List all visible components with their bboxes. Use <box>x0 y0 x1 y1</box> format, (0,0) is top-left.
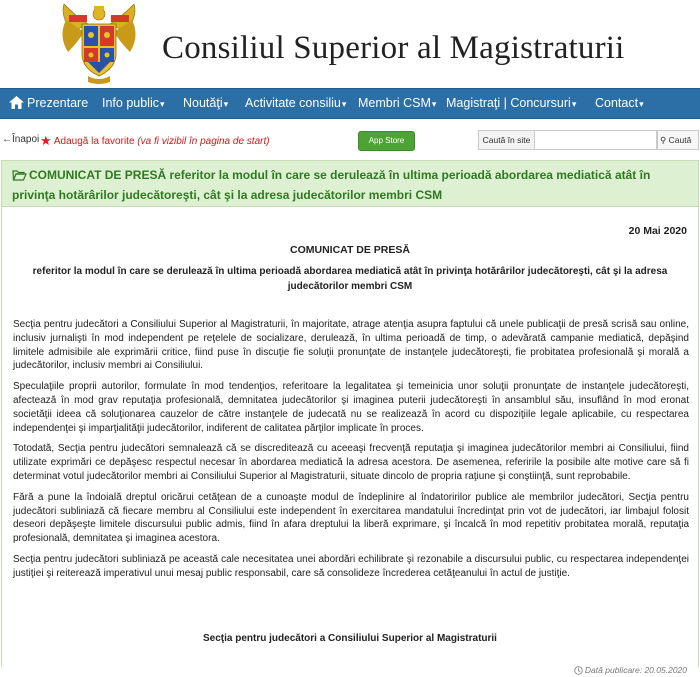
paragraph: Totodată, Secţia pentru judecători semnalează că se discreditează cu aceeaşi frecvenţă reputaţia şi imaginea judecătorilor membri ai Consiliului, fiind utilizate exprimări ce depăşesc respectul necesar în abordarea mediatică la adresa acestora. De asemenea, referirile la posibile alte motive care să fi determinat votul judecătorilor membri ai Consiliului Superior al Magistraturii, situate dincolo de propria raţiune şi conştiinţă, sunt reprobabile. <box>13 443 689 482</box>
nav-item-contact[interactable] <box>595 89 644 118</box>
nav-label-membri-csm: Membri CSM <box>358 96 431 110</box>
search-icon: ⚲ <box>660 135 667 145</box>
nav-item-info-public[interactable] <box>102 89 165 118</box>
nav-label-prezentare: Prezentare <box>27 96 89 110</box>
favorites-label: Adaugă la favorite <box>53 136 135 147</box>
article-card <box>1 160 699 675</box>
caret-down-icon: ▾ <box>639 99 644 109</box>
search-input[interactable] <box>535 130 657 150</box>
favorites-note: (va fi vizibil în pagina de start) <box>137 136 270 147</box>
nav-item-magistrati-concursuri[interactable] <box>446 89 576 118</box>
add-favorites-link[interactable] <box>40 133 270 149</box>
clock-icon <box>574 666 583 677</box>
star-icon: ★ <box>40 133 52 148</box>
caret-down-icon: ▾ <box>431 99 437 109</box>
site-header <box>0 0 700 88</box>
paragraph: Secţia pentru judecători a Consiliului Superior al Magistraturii, în majoritate, atrage atenţia asupra faptului că unele publicaţii de presă scrisă sau online, inclusiv jurnalişti în mod independent pe reţelele de socializare, derulează, în ultima perioadă de timp, o adevărată campanie mediatică, depăşind limitele admisibile ale exprimării critice, fiind puse în discuţie fie soluţii pronunţate de instanţele judecătoreşti, fie probitatea profesională şi morală a judecătorilor, inclusiv membri ai Consiliului. <box>13 319 689 372</box>
utility-toolbar <box>0 129 700 155</box>
back-arrow-icon: ← <box>2 134 12 145</box>
nav-label-contact: Contact <box>595 96 639 110</box>
search-button[interactable] <box>657 130 699 150</box>
nav-item-membri-csm[interactable] <box>358 89 436 118</box>
signature: Secţia pentru judecători a Consiliului Superior al Magistraturii <box>203 633 497 644</box>
caret-down-icon: ▾ <box>341 99 347 109</box>
paragraph: Fără a pune la îndoială dreptul oricărui cetăţean de a cunoaşte modul de îndeplinire al îndatoririlor publice ale membrilor judecători, Secţia pentru judecători subliniază că fiecare membru al Consiliului este independent în exercitarea mandatului încredinţat prin vot de judecători, iar limbajul folosit deseori depăşeşte limitele discursului public admis, fiind în afara dreptului la liberă exprimare, şi încalcă în mod repetitiv probitatea morală, reputaţia profesională, demnitatea şi imaginea acestora. <box>13 491 689 545</box>
caret-down-icon: ▾ <box>159 99 165 109</box>
site-title[interactable]: Consiliul Superior al Magistraturii <box>162 30 625 66</box>
press-release-subtitle: referitor la modul în care se derulează în ultima perioadă abordarea mediatică atât în privinţa hotărârilor judecătoreşti, cât şi la adresa judecătorilor membri CSM <box>32 266 668 292</box>
paragraph: Speculaţiile proprii autorilor, formulate în mod tendenţios, referitoare la legalitatea şi temeinicia unor soluţii pronunţate de instanţele judecătoreşti, afectează în mod grav reputaţia profesională, demnitatea judecătorilor şi imaginea puterii judecătoreşti în ansamblul său, insuflând în mod eronat societăţii ideea că soluţionarea cauzelor de către instanţele de judecată nu se realizează în acord cu dispoziţiile legale aplicabile, cu respectarea independenţei şi imparţialităţii judecătorilor, indiferent de calitatea părţilor implicate în proces. <box>13 381 689 434</box>
nav-label-noutati: Noutăţi <box>183 96 223 110</box>
article-heading <box>2 161 698 207</box>
appstore-label: App Store <box>368 136 405 145</box>
search-button-label: Caută <box>668 135 692 145</box>
publication-date-text: Dată publicare: 20.05.2020 <box>584 665 687 675</box>
back-link[interactable] <box>2 134 39 145</box>
nav-label-activitate-consiliu: Activitate consiliu <box>245 96 341 110</box>
home-icon <box>8 92 25 121</box>
nav-label-info-public: Info public <box>102 96 159 110</box>
app-store-button[interactable] <box>358 131 415 151</box>
nav-item-prezentare[interactable] <box>8 89 88 118</box>
coat-of-arms-logo[interactable] <box>58 2 140 86</box>
nav-label-magistrati-concursuri: Magistraţi | Concursuri <box>446 96 571 110</box>
article-paragraphs <box>13 318 689 588</box>
caret-down-icon: ▾ <box>571 99 577 109</box>
nav-item-noutati[interactable] <box>183 89 228 118</box>
search-label: Caută în site <box>478 130 535 150</box>
folder-open-icon <box>12 168 27 186</box>
article-heading-text: COMUNICAT DE PRESĂ referitor la modul în care se derulează în ultima perioadă abordarea mediatică atât în privinţa hotărârilor judecătoreşti, cât şi la adresa judecătorilor membri CSM <box>12 168 651 202</box>
press-release-title: COMUNICAT DE PRESĂ <box>290 244 410 256</box>
main-navigation <box>0 88 700 119</box>
nav-item-activitate-consiliu[interactable] <box>245 89 346 118</box>
back-label: Înapoi <box>12 134 40 145</box>
caret-down-icon: ▾ <box>223 99 229 109</box>
article-date: 20 Mai 2020 <box>628 225 687 237</box>
paragraph: Secţia pentru judecători subliniază pe această cale necesitatea unei abordări echilibrate şi rezonabile a discursului public, cu respectarea independenţei justiţiei şi reiterează imperativul unui mesaj public responsabil, care să consolideze încrederea cetăţeanului în actul de justiţie. <box>13 553 689 579</box>
